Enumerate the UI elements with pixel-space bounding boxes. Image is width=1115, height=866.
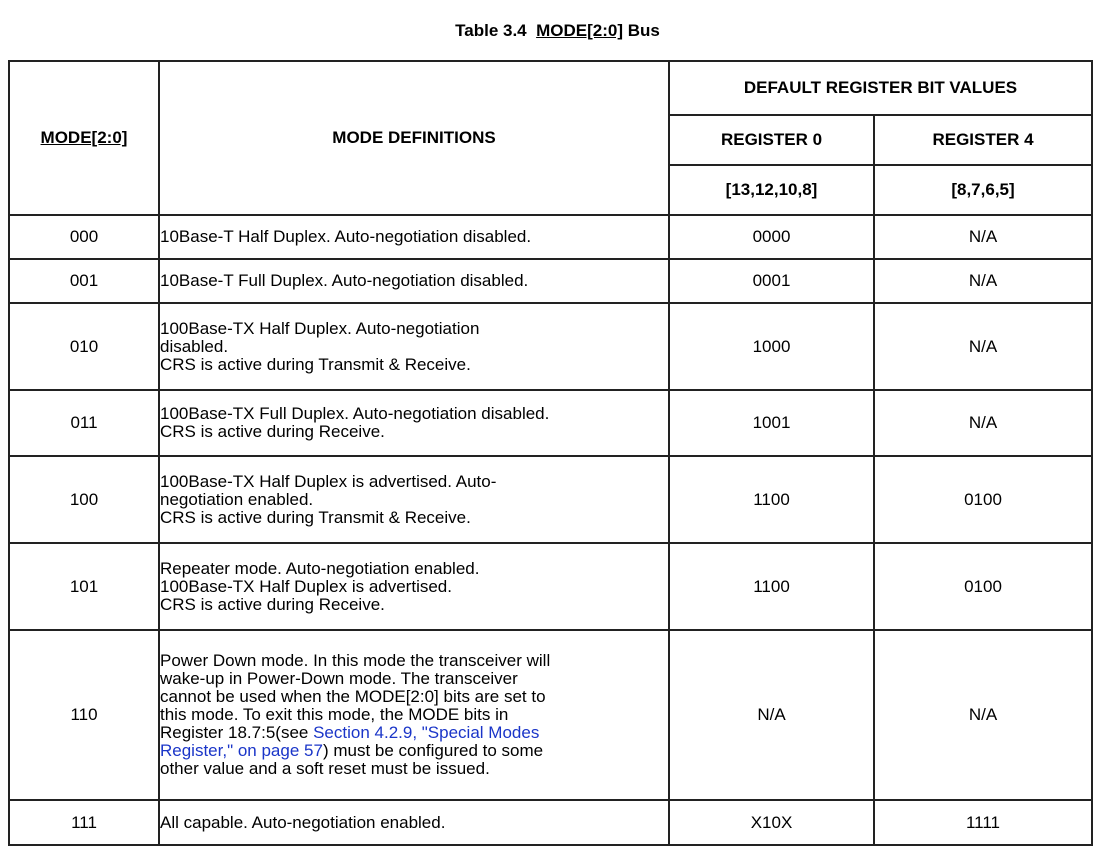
special-modes-register-link[interactable]: Section 4.2.9, "Special Modes — [313, 723, 540, 742]
mode-definition — [159, 630, 669, 800]
register-4-value: 0100 — [874, 543, 1092, 630]
definition-line: 10Base-T Full Duplex. Auto-negotiation disabled. — [160, 271, 529, 290]
definition-line: All capable. Auto-negotiation enabled. — [160, 812, 446, 832]
definition-line: CRS is active during Receive. — [160, 422, 385, 441]
definition-line: disabled. — [160, 336, 229, 356]
mode-definition — [159, 303, 669, 390]
header-register-4-bits: [8,7,6,5] — [874, 165, 1092, 215]
table-row — [9, 543, 1092, 630]
caption-suffix: Bus — [627, 21, 660, 40]
mode-value: 011 — [9, 390, 159, 456]
definition-line: other value and a soft reset must be issued. — [160, 759, 490, 778]
register-0-value: 0000 — [669, 215, 874, 259]
register-0-value: 1100 — [669, 456, 874, 543]
special-modes-register-link-continued[interactable]: Register," on page 57 — [160, 741, 323, 760]
register-0-value: 1000 — [669, 303, 874, 390]
definition-line: 100Base-TX Half Duplex is advertised. Auto- — [160, 471, 497, 491]
register-0-value: 1001 — [669, 390, 874, 456]
mode-definition — [159, 215, 669, 259]
reference-suffix: ) must be configured to some — [322, 741, 544, 760]
definition-line: CRS is active during Transmit & Receive. — [160, 354, 471, 374]
mode-value: 001 — [9, 259, 159, 303]
mode-definition — [159, 390, 669, 456]
definition-line: this mode. To exit this mode, the MODE bits in — [160, 705, 509, 724]
table-row — [9, 390, 1092, 456]
header-default-group: DEFAULT REGISTER BIT VALUES — [669, 61, 1092, 115]
definition-line-with-reference — [160, 742, 668, 760]
definition-line: 100Base-TX Full Duplex. Auto-negotiation disabled. — [160, 404, 550, 423]
mode-table — [8, 60, 1093, 846]
mode-definition — [159, 800, 669, 845]
definition-line: Power Down mode. In this mode the transceiver will — [160, 651, 551, 670]
definition-line: 100Base-TX Half Duplex is advertised. — [160, 576, 452, 596]
table-row — [9, 456, 1092, 543]
register-4-value: 1111 — [874, 800, 1092, 845]
mode-value: 110 — [9, 630, 159, 800]
header-register-0-bits: [13,12,10,8] — [669, 165, 874, 215]
mode-value: 000 — [9, 215, 159, 259]
table-row — [9, 259, 1092, 303]
definition-line: negotiation enabled. — [160, 489, 314, 509]
register-4-value: N/A — [874, 215, 1092, 259]
mode-value: 100 — [9, 456, 159, 543]
register-4-value: N/A — [874, 259, 1092, 303]
table-row — [9, 215, 1092, 259]
register-4-value: 0100 — [874, 456, 1092, 543]
register-0-value: 1100 — [669, 543, 874, 630]
register-4-value: N/A — [874, 390, 1092, 456]
mode-definition — [159, 543, 669, 630]
mode-value: 101 — [9, 543, 159, 630]
mode-definition — [159, 456, 669, 543]
header-register-0: REGISTER 0 — [669, 115, 874, 165]
definition-line-with-reference — [160, 724, 668, 742]
table-row — [9, 630, 1092, 800]
register-0-value: 0001 — [669, 259, 874, 303]
definition-line: wake-up in Power-Down mode. The transceiver — [160, 669, 518, 688]
reference-prefix: Register 18.7:5(see — [160, 723, 314, 742]
definition-line: CRS is active during Receive. — [160, 594, 385, 614]
definition-line: 100Base-TX Half Duplex. Auto-negotiation — [160, 318, 480, 338]
mode-value: 010 — [9, 303, 159, 390]
caption-prefix: Table 3.4 — [455, 21, 527, 40]
mode-definition — [159, 259, 669, 303]
caption-highlight: MODE[2:0] — [536, 21, 623, 40]
register-4-value: N/A — [874, 303, 1092, 390]
table-caption — [0, 21, 1115, 41]
mode-value: 111 — [9, 800, 159, 845]
definition-line: Repeater mode. Auto-negotiation enabled. — [160, 558, 480, 578]
definition-line: cannot be used when the MODE[2:0] bits are set to — [160, 687, 546, 706]
definition-line: 10Base-T Half Duplex. Auto-negotiation disabled. — [160, 227, 532, 246]
table-row — [9, 800, 1092, 845]
register-4-value: N/A — [874, 630, 1092, 800]
header-mode — [9, 61, 159, 215]
definition-line: CRS is active during Transmit & Receive. — [160, 507, 471, 527]
header-register-4: REGISTER 4 — [874, 115, 1092, 165]
header-mode-label: MODE[2:0] — [40, 128, 128, 147]
register-0-value: N/A — [669, 630, 874, 800]
register-0-value: X10X — [669, 800, 874, 845]
header-definitions: MODE DEFINITIONS — [159, 61, 669, 215]
table-row — [9, 303, 1092, 390]
